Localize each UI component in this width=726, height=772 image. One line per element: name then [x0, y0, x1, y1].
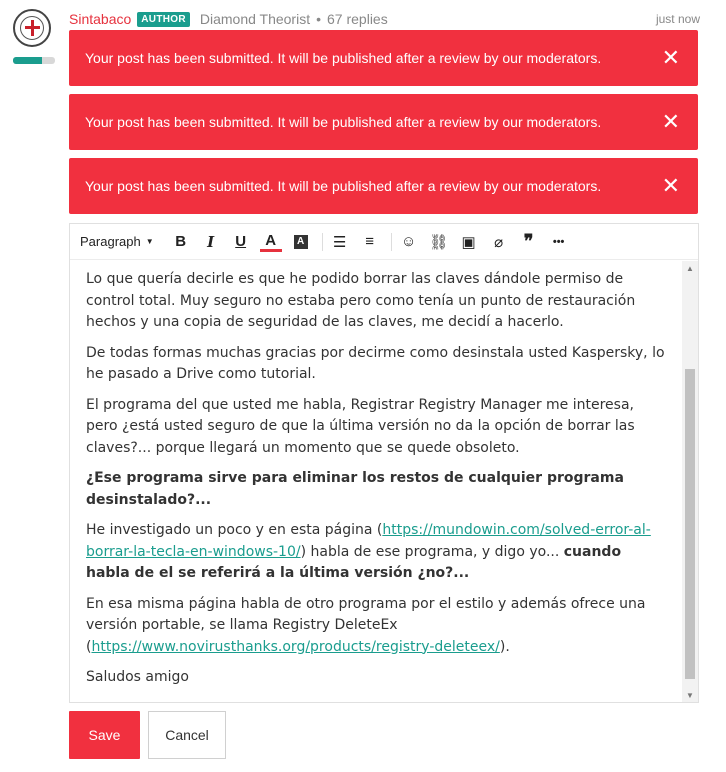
quote-icon[interactable]: ❞	[523, 231, 534, 251]
timestamp: just now	[655, 12, 700, 26]
save-button[interactable]: Save	[69, 711, 140, 759]
highlight-icon[interactable]: A	[294, 235, 308, 249]
paragraph: El programa del que usted me habla, Registrar Registry Manager me interesa, pero ¿está usted seguro de que la última versión no da la opción de borrar las claves?... porque llegará un momento que se quede obsoleto.	[86, 396, 635, 456]
avatar[interactable]	[13, 9, 51, 47]
cancel-button[interactable]: Cancel	[148, 711, 226, 759]
editor-content[interactable]	[70, 261, 682, 702]
paragraph: De todas formas muchas gracias por decirme como desinstala usted Kaspersky, lo he pasado a Drive como tutorial.	[86, 344, 665, 382]
separator: •	[316, 11, 322, 27]
paragraph: Lo que quería decirle es que he podido borrar las claves dándole permiso de control total. Muy seguro no estaba pero como tenía un punto de restauración hechos y una copia de seguridad de las claves, me decidí a hacerlo.	[86, 271, 636, 330]
post-header	[69, 9, 700, 29]
cross-emblem-icon	[20, 16, 44, 40]
caret-down-icon: ▼	[145, 237, 154, 246]
emoji-icon[interactable]: ☺	[400, 233, 417, 250]
paragraph	[86, 594, 666, 659]
text-run: ).	[499, 638, 510, 655]
scroll-down-icon[interactable]: ▼	[686, 690, 694, 700]
submission-alert	[69, 30, 698, 86]
underline-icon[interactable]: U	[235, 233, 247, 250]
progress-fill	[13, 57, 42, 64]
toolbar-divider	[391, 233, 392, 251]
more-icon[interactable]: •••	[552, 235, 565, 248]
close-icon[interactable]: ✕	[661, 173, 680, 198]
close-icon[interactable]: ✕	[661, 45, 680, 70]
text-run: ) habla de ese programa, y digo yo...	[300, 543, 564, 560]
attachment-icon[interactable]: ⌀	[494, 233, 504, 251]
image-icon[interactable]: ▣	[461, 233, 476, 251]
submission-alert	[69, 158, 698, 214]
editor-toolbar	[70, 224, 698, 260]
text-run: He investigado un poco y en esta página (	[86, 522, 383, 538]
scroll-thumb[interactable]	[685, 369, 695, 679]
numbered-list-icon[interactable]: ≡	[365, 233, 375, 250]
author-name[interactable]: Sintabaco	[69, 11, 132, 27]
reply-count: 67 replies	[327, 11, 388, 27]
alert-message: Your post has been submitted. It will be published after a review by our moderators.	[85, 178, 602, 194]
paragraph-format-dropdown[interactable]	[80, 230, 154, 254]
italic-icon[interactable]: I	[207, 232, 215, 251]
submission-alert	[69, 94, 698, 150]
paragraph-label: Paragraph	[80, 234, 141, 249]
scroll-up-icon[interactable]: ▲	[686, 263, 694, 273]
paragraph	[86, 520, 666, 585]
bold-question: ¿Ese programa sirve para eliminar los restos de cualquier programa desinstalado?...	[86, 470, 624, 508]
link-icon[interactable]: ⛓	[429, 233, 449, 251]
bulleted-list-icon[interactable]: ☰	[332, 233, 347, 251]
alert-message: Your post has been submitted. It will be published after a review by our moderators.	[85, 114, 602, 130]
close-icon[interactable]: ✕	[661, 109, 680, 134]
editor-scrollbar[interactable]	[682, 261, 698, 702]
user-progress-bar	[13, 57, 55, 64]
alert-message: Your post has been submitted. It will be published after a review by our moderators.	[85, 50, 602, 66]
bold-question: cuando habla de el se referirá a la última versión ¿no?...	[86, 543, 622, 581]
author-badge: AUTHOR	[137, 12, 190, 27]
user-rank: Diamond Theorist	[199, 11, 311, 27]
bold-icon[interactable]: B	[175, 233, 187, 250]
novirusthanks-link[interactable]: https://www.novirusthanks.org/products/registry-deleteex/	[91, 638, 500, 655]
mundowin-link[interactable]: https://mundowin.com/solved-error-al-borrar-la-tecla-en-windows-10/	[86, 522, 651, 560]
rich-text-editor	[69, 223, 699, 703]
toolbar-divider	[322, 233, 323, 251]
text-color-icon[interactable]: A	[260, 232, 282, 252]
paragraph: Saludos amigo	[86, 669, 189, 685]
paragraph	[86, 468, 666, 511]
text-run: En esa misma página habla de otro programa por el estilo y además ofrece una versión portable, se llama Registry DeleteEx (	[86, 595, 646, 655]
